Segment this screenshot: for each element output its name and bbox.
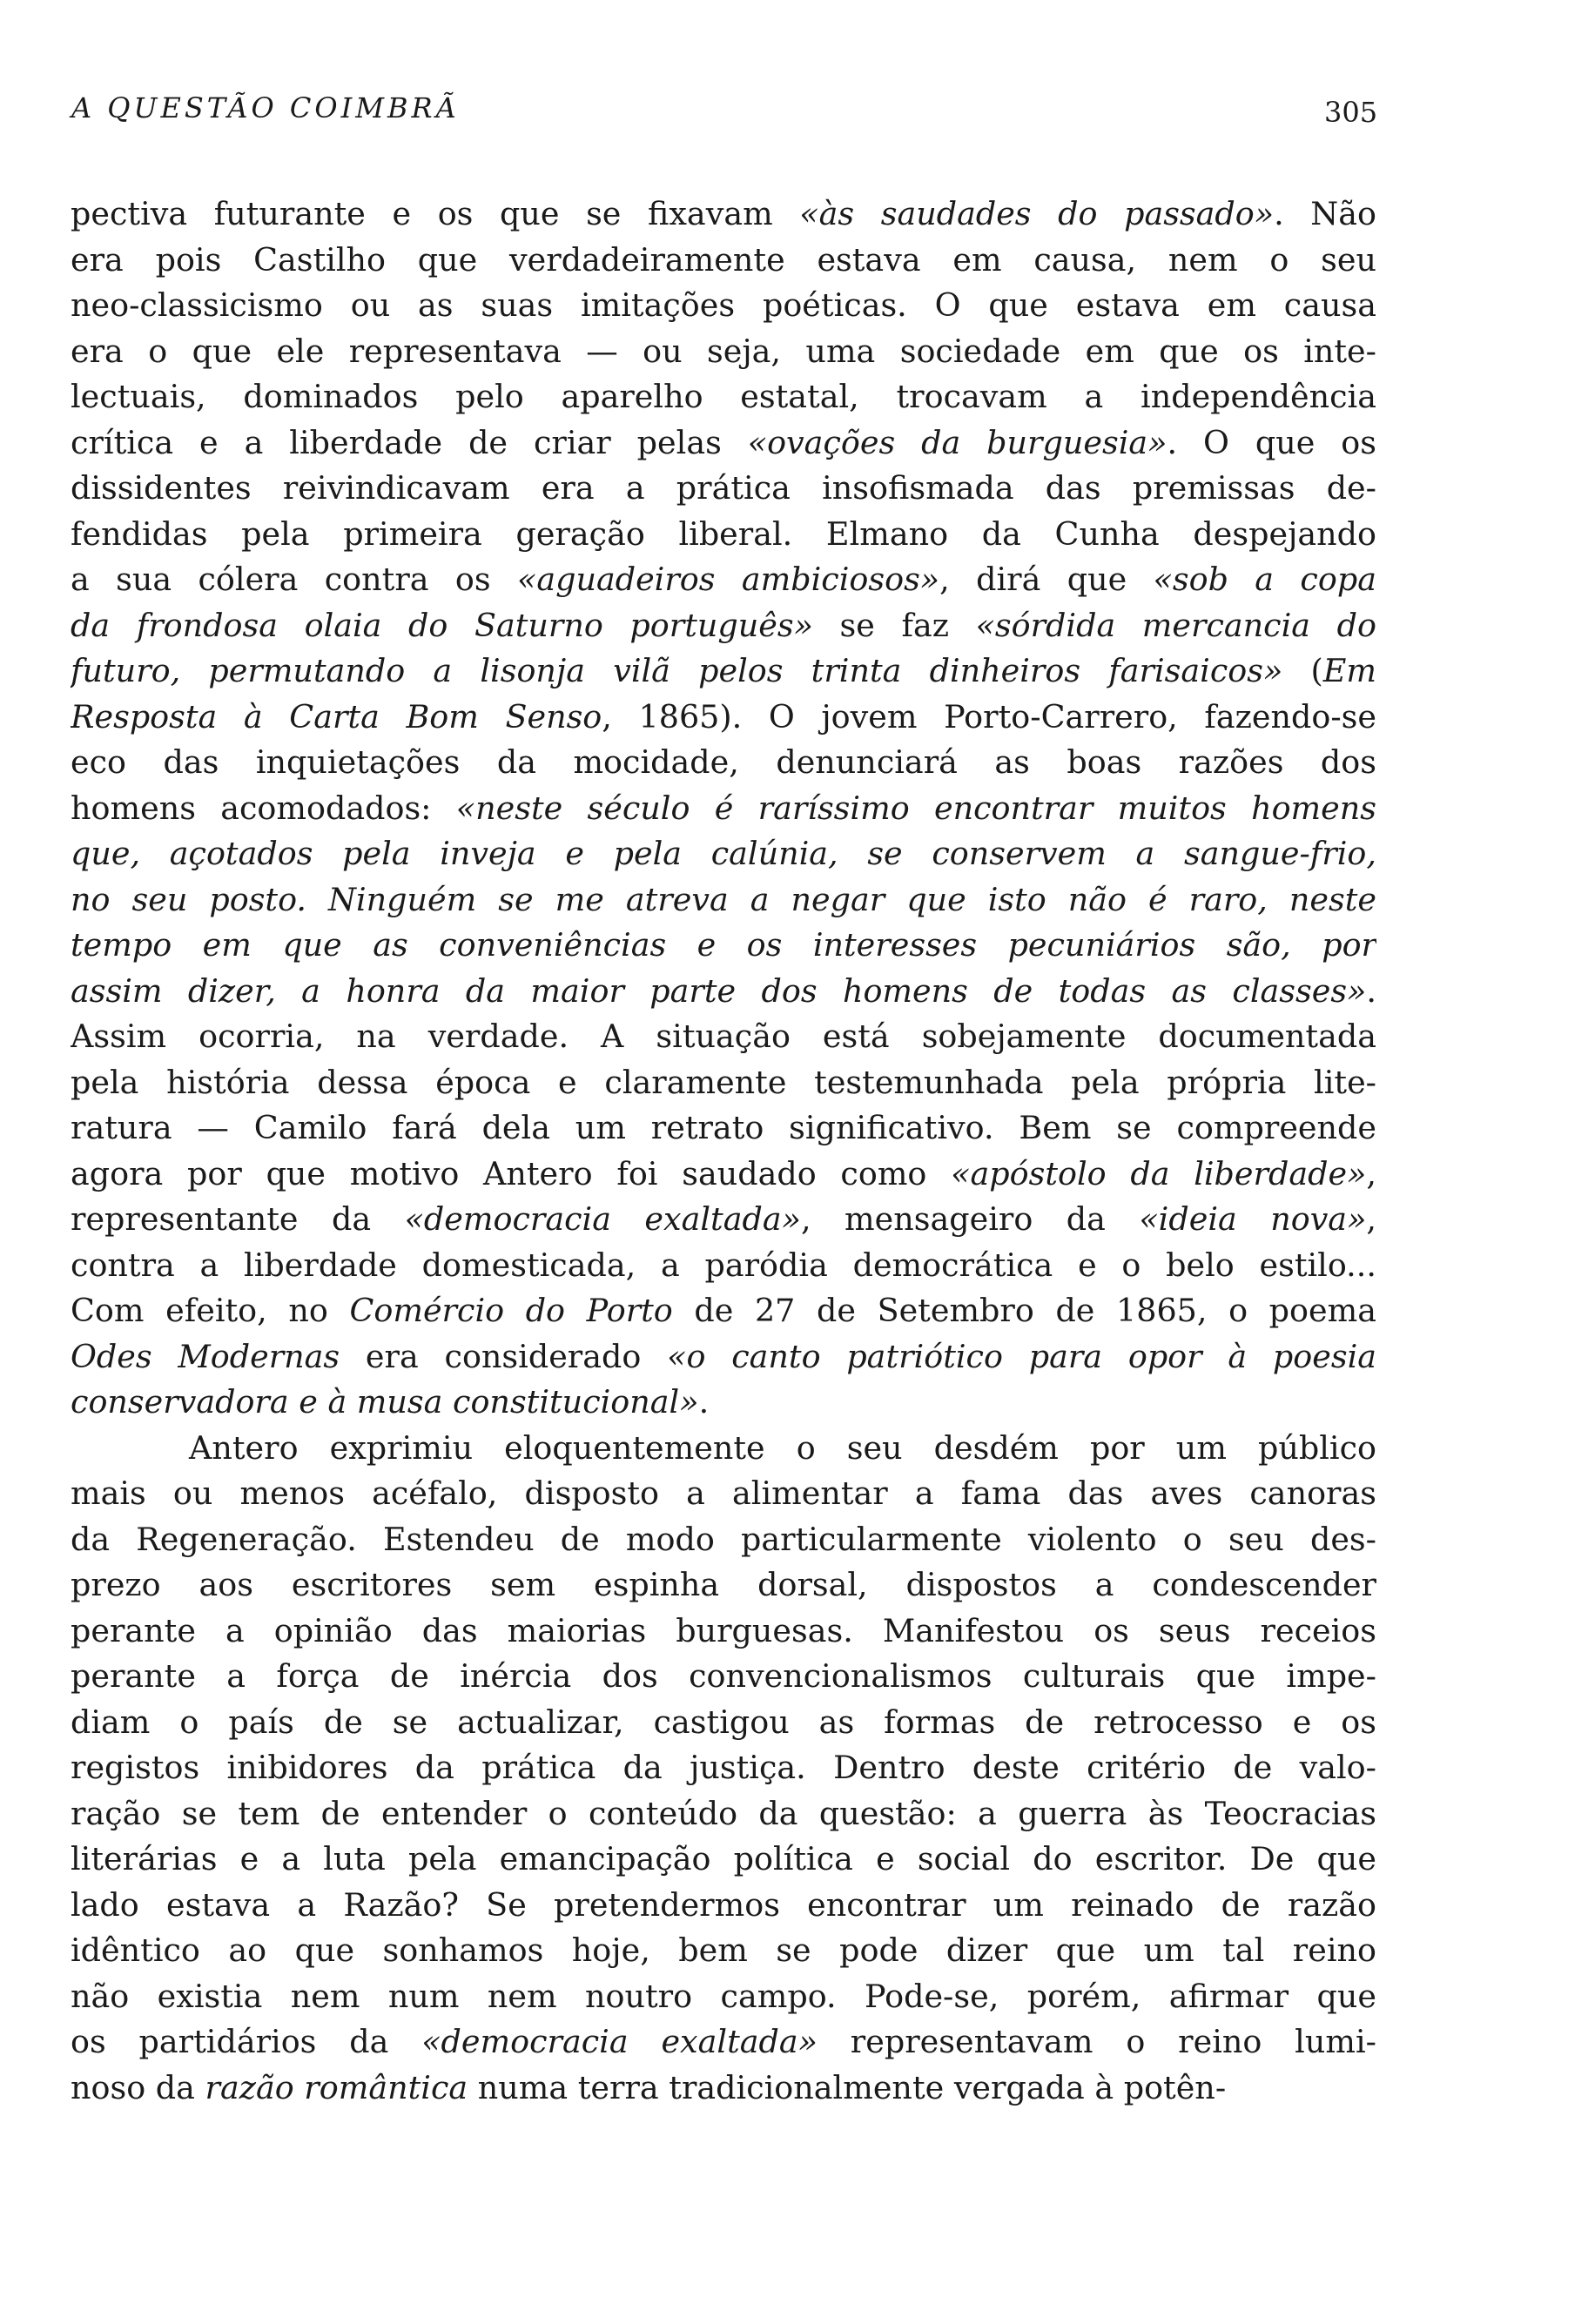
italic-run: «aguadeiros ambiciosos» [516,561,940,598]
text-run: . [698,1383,710,1421]
italic-run: assim dizer, a honra da maior parte dos homens de todas as classes» [71,971,1367,1010]
text-line [71,877,1376,924]
text-run: , [1366,1154,1376,1192]
italic-run: «sórdida mercancia do [975,606,1376,644]
italic-run: «ovações da burguesia» [747,423,1167,461]
italic-run: Comércio do Porto [349,1292,673,1329]
text-run: ração se tem de entender o conteúdo da questão: a guerra às Teocracias [71,1794,1376,1832]
text-run: a sua cólera contra os [71,561,517,598]
text-line [71,1471,1376,1517]
italic-run: tempo em que as conveniências e os interesses pecuniários são, por [71,926,1376,964]
text-line [71,512,1376,558]
text-line [71,1197,1376,1243]
text-line [71,1517,1376,1563]
text-run: numa terra tradicionalmente vergada à potên- [468,2068,1227,2106]
italic-run: futuro, permutando a lisonja vilã pelos trinta dinheiros farisaicos» [71,652,1283,689]
text-line [71,238,1376,284]
text-run: não existia nem num nem noutro campo. Pode-se, porém, afirmar que [71,1977,1376,2015]
italic-run: da frondosa olaia do Saturno português» [71,606,813,644]
text-run: lectuais, dominados pelo aparelho estatal, trocavam a independência [71,378,1376,415]
text-line [71,329,1376,375]
text-line [71,1562,1376,1609]
text-line [71,2065,1376,2112]
text-run: fendidas pela primeira geração liberal. Elmano da Cunha despejando [71,514,1376,553]
text-run: , mensageiro da [800,1200,1140,1238]
text-run: ratura — Camilo fará dela um retrato significativo. Bem se compreende [71,1109,1376,1146]
body-text [71,191,1376,2111]
italic-run: no seu posto. Ninguém se me atreva a negar que isto não é raro, neste [71,880,1376,918]
text-run: Assim ocorria, na verdade. A situação está sobejamente documentada [71,1018,1376,1055]
text-run: era pois Castilho que verdadeiramente estava em causa, nem o seu [71,240,1376,279]
text-run: . O que os [1167,423,1376,461]
text-run: representavam o reino lumi- [817,2023,1376,2060]
text-line [71,1334,1376,1380]
text-run: mais ou menos acéfalo, disposto a alimentar a fama das aves canoras [71,1474,1376,1512]
text-line [71,1928,1376,1974]
text-run: Com efeito, no [71,1292,350,1329]
text-line [71,1837,1376,1883]
text-line [71,1883,1376,1929]
text-line [71,374,1376,420]
text-line [71,740,1376,786]
italic-run: «democracia exaltada» [421,2023,818,2060]
text-line [71,1791,1376,1837]
page-number: 305 [1324,96,1378,129]
text-run: representante da [71,1200,405,1238]
text-line [71,923,1376,969]
text-line [71,1380,1376,1426]
text-run: os partidários da [71,2023,422,2060]
text-line [71,283,1376,329]
text-run: se faz [812,606,976,644]
italic-run: Em [1322,652,1376,689]
text-run: ( [1282,652,1323,689]
text-run: Antero exprimiu eloquentemente o seu desdém por um público [189,1428,1376,1467]
text-run: da Regeneração. Estendeu de modo particularmente violento o seu des- [71,1520,1376,1558]
text-line [71,466,1376,512]
text-run: eco das inquietações da mocidade, denunciará as boas razões dos [71,743,1376,781]
text-run: homens acomodados: [71,789,456,827]
text-line [71,1654,1376,1700]
text-run: perante a força de inércia dos convencionalismos culturais que impe- [71,1657,1376,1695]
text-line [71,831,1376,877]
text-line [71,557,1376,603]
text-run: agora por que motivo Antero foi saudado como [71,1154,952,1192]
text-run: neo-classicismo ou as suas imitações poéticas. O que estava em causa [71,286,1376,324]
italic-run: «apóstolo da liberdade» [951,1154,1367,1192]
text-line [71,1609,1376,1655]
text-run: perante a opinião das maiorias burguesas. Manifestou os seus receios [71,1611,1376,1649]
text-line [71,191,1376,238]
text-run: prezo aos escritores sem espinha dorsal, dispostos a condescender [71,1566,1376,1603]
italic-run: conservadora e à musa constitucional» [71,1383,699,1421]
text-run: contra a liberdade domesticada, a paródia democrática e o belo estilo... [71,1246,1376,1284]
italic-run: que, açotados pela inveja e pela calúnia, se conservem a sangue-frio, [71,835,1376,872]
italic-run: «neste século é raríssimo encontrar muitos homens [455,789,1376,827]
text-line [71,695,1376,741]
text-run: , 1865). O jovem Porto-Carrero, fazendo-se [602,697,1376,735]
text-line [71,603,1376,649]
text-run: . [1366,971,1376,1010]
text-run: , [1366,1200,1376,1238]
text-run: registos inibidores da prática da justiça. Dentro deste critério de valo- [71,1749,1376,1786]
text-line [71,1014,1376,1060]
italic-run: «às saudades do passado» [799,195,1275,232]
italic-run: «o canto patriótico para opor à poesia [667,1337,1376,1375]
text-run: . Não [1274,195,1376,232]
text-run: idêntico ao que sonhamos hoje, bem se pode dizer que um tal reino [71,1931,1376,1969]
text-run: pela história dessa época e claramente testemunhada pela própria lite- [71,1063,1376,1101]
text-line [71,1745,1376,1791]
text-line [71,786,1376,832]
running-title: A QUESTÃO COIMBRÃ [71,91,460,124]
italic-run: Odes Modernas [71,1337,340,1375]
text-run: diam o país de se actualizar, castigou as formas de retrocesso e os [71,1703,1376,1741]
text-run: , dirá que [939,561,1154,598]
text-line [71,1105,1376,1152]
italic-run: «sob a copa [1153,561,1376,598]
text-line [71,1426,1376,1472]
text-run: pectiva futurante e os que se fixavam [71,195,800,232]
text-line [71,1288,1376,1334]
text-run: crítica e a liberdade de criar pelas [71,423,748,461]
text-run: era o que ele representava — ou seja, uma sociedade em que os inte- [71,332,1376,370]
text-run: noso da [71,2068,205,2106]
text-run: dissidentes reivindicavam era a prática insofismada das premissas de- [71,469,1376,507]
text-run: literárias e a luta pela emancipação política e social do escritor. De que [71,1840,1376,1877]
text-run: lado estava a Razão? Se pretendermos encontrar um reinado de razão [71,1885,1376,1924]
text-line [71,1060,1376,1106]
text-line [71,1152,1376,1198]
text-line [71,648,1376,695]
italic-run: Resposta à Carta Bom Senso [71,697,602,735]
text-line [71,969,1376,1015]
italic-run: razão romântica [205,2068,468,2106]
text-line [71,420,1376,467]
text-run: de 27 de Setembro de 1865, o poema [672,1292,1376,1329]
text-line [71,1974,1376,2020]
italic-run: «ideia nova» [1139,1200,1367,1238]
italic-run: «democracia exaltada» [404,1200,801,1238]
text-line [71,2019,1376,2065]
text-run: era considerado [340,1337,668,1375]
text-line [71,1700,1376,1746]
text-line [71,1243,1376,1289]
